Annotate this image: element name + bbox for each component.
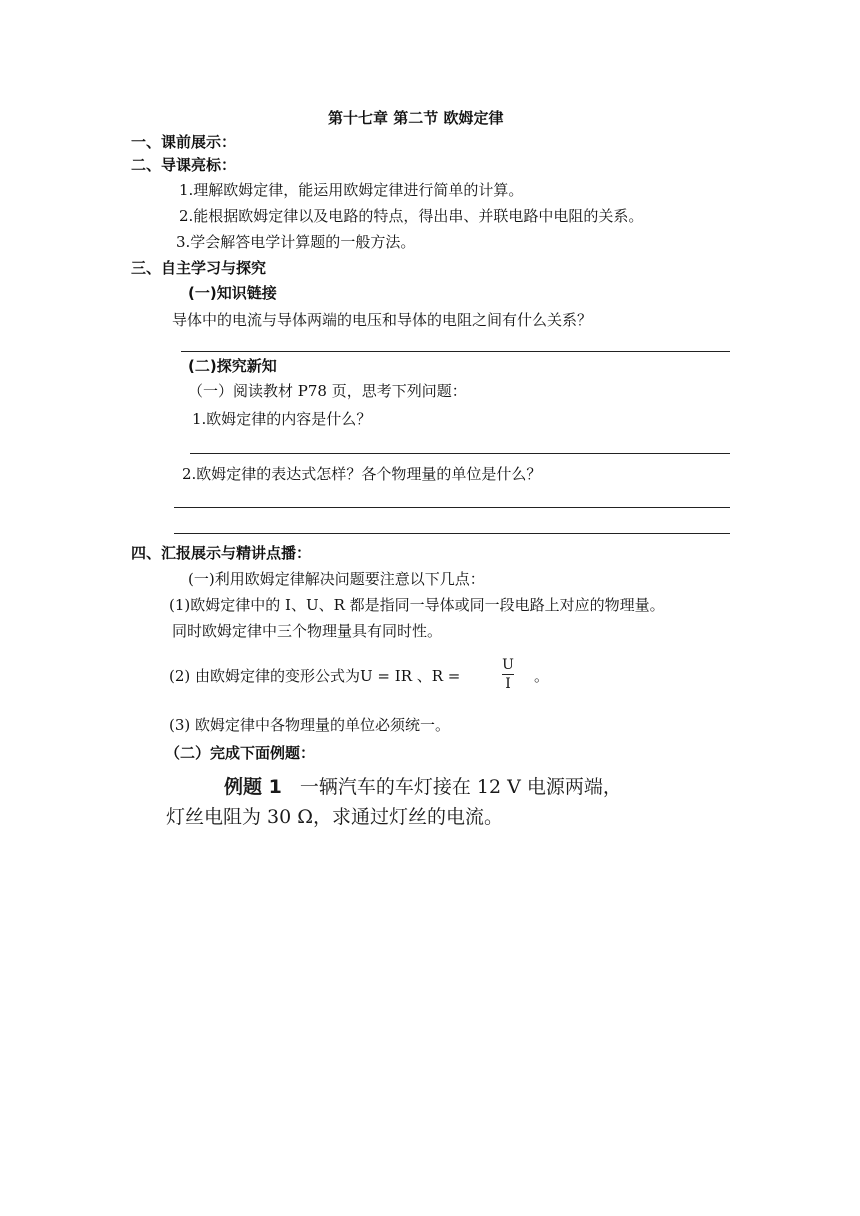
- goal-item-2: 2.能根据欧姆定律以及电路的特点，得出串、并联电路中电阻的关系。: [179, 207, 644, 225]
- report-intro: (一)利用欧姆定律解决问题要注意以下几点：: [188, 570, 485, 588]
- answer-line: [174, 507, 730, 508]
- explore-question-1: 1.欧姆定律的内容是什么？: [192, 410, 372, 428]
- section-heading-2: 二、导课亮标：: [131, 156, 237, 174]
- examples-heading: （二）完成下面例题：: [165, 744, 316, 762]
- knowledge-link-question: 导体中的电流与导体两端的电压和导体的电阻之间有什么关系？: [172, 311, 593, 329]
- explore-question-2: 2.欧姆定律的表达式怎样？各个物理量的单位是什么？: [182, 465, 542, 483]
- example-label: 例题 1: [224, 776, 282, 798]
- explore-intro: （一）阅读教材 P78 页，思考下列问题：: [188, 382, 467, 400]
- answer-line: [174, 533, 730, 534]
- example-line-1: [166, 772, 622, 802]
- explore-heading: (二)探究新知: [188, 357, 277, 375]
- answer-line: [181, 351, 730, 352]
- report-point-1-cont: 同时欧姆定律中三个物理量具有同时性。: [172, 622, 443, 640]
- fraction-denominator: I: [505, 676, 511, 692]
- page-title: 第十七章 第二节 欧姆定律: [328, 109, 504, 127]
- goal-item-1: 1.理解欧姆定律，能运用欧姆定律进行简单的计算。: [179, 181, 524, 199]
- report-point-2-suffix: 。: [534, 667, 550, 685]
- fraction-bar: [502, 674, 514, 675]
- formula-fraction: [499, 657, 517, 692]
- example-block: [166, 772, 622, 832]
- answer-line: [190, 453, 730, 454]
- report-point-1: (1)欧姆定律中的 I、U、R 都是指同一导体或同一段电路上对应的物理量。: [169, 596, 665, 614]
- fraction-numerator: U: [502, 657, 514, 673]
- section-heading-4: 四、汇报展示与精讲点播：: [131, 544, 312, 562]
- goal-item-3: 3.学会解答电学计算题的一般方法。: [176, 233, 416, 251]
- report-point-2: (2) 由欧姆定律的变形公式为U = IR 、R =: [169, 667, 461, 685]
- example-line-2: 灯丝电阻为 30 Ω，求通过灯丝的电流。: [166, 806, 504, 828]
- report-point-3: (3) 欧姆定律中各物理量的单位必须统一。: [169, 716, 451, 734]
- section-heading-1: 一、课前展示：: [131, 133, 237, 151]
- knowledge-link-heading: (一)知识链接: [188, 284, 277, 302]
- section-heading-3: 三、自主学习与探究: [131, 259, 267, 277]
- example-text-1: 一辆汽车的车灯接在 12 V 电源两端，: [299, 776, 622, 798]
